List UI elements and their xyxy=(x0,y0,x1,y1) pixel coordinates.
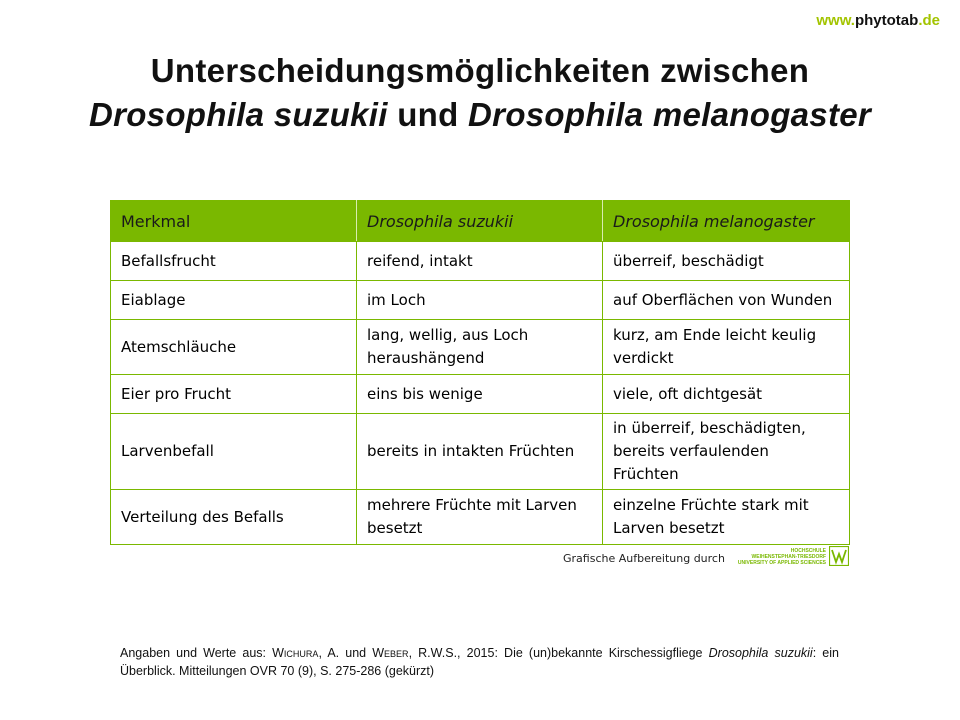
university-logo xyxy=(732,546,850,568)
table-cell: überreif, beschädigt xyxy=(603,242,850,281)
table-row xyxy=(111,414,850,490)
site-url-name: phytotab xyxy=(854,12,919,29)
table-cell: viele, oft dichtgesät xyxy=(603,375,850,414)
table-cell: einzelne Früchte stark mit Larven besetzt xyxy=(603,490,850,545)
header-species-b: Drosophila melanogaster xyxy=(603,201,850,242)
table-cell: eins bis wenige xyxy=(357,375,603,414)
table-row xyxy=(111,375,850,414)
page-title-line1: Unterscheidungsmöglichkeiten zwischen xyxy=(150,52,810,89)
table-cell: Eier pro Frucht xyxy=(111,375,357,414)
reference-author: Wichura xyxy=(272,646,319,660)
reference-text: , R.W.S., 2015: Die (un)bekannte Kirschessigfliege xyxy=(408,646,709,660)
table-cell: Atemschläuche xyxy=(111,320,357,375)
title-species-b: Drosophila melanogaster xyxy=(468,96,872,133)
reference-text: : ein Überblick. Mitteilungen OVR 70 (9), S. 275-286 (gekürzt) xyxy=(120,646,839,678)
reference-author: Weber xyxy=(372,646,409,660)
comparison-table xyxy=(110,200,850,545)
header-species-a: Drosophila suzukii xyxy=(357,201,603,242)
reference-prefix: Angaben und Werte aus: xyxy=(120,646,273,660)
table-cell: im Loch xyxy=(357,281,603,320)
header-merkmal: Merkmal xyxy=(111,201,357,242)
site-url-prefix: www. xyxy=(816,12,855,29)
title-species-a: Drosophila suzukii xyxy=(88,96,388,133)
logo-text xyxy=(732,548,826,566)
page-title-line2 xyxy=(0,96,960,134)
logo-line: HOCHSCHULE xyxy=(790,548,826,554)
reference-text: , A. und xyxy=(318,646,373,660)
table-cell: in überreif, beschädigten, bereits verfaulenden Früchten xyxy=(603,414,850,490)
reference-species: Drosophila suzukii xyxy=(708,646,813,660)
table-row xyxy=(111,320,850,375)
title-connector: und xyxy=(387,96,469,133)
site-url[interactable] xyxy=(816,12,940,29)
table-cell: auf Oberflächen von Wunden xyxy=(603,281,850,320)
table-cell: bereits in intakten Früchten xyxy=(357,414,603,490)
logo-mark-icon xyxy=(829,546,849,566)
table-cell: Verteilung des Befalls xyxy=(111,490,357,545)
logo-line: UNIVERSITY OF APPLIED SCIENCES xyxy=(737,560,826,566)
table-header-row xyxy=(111,201,850,242)
source-reference xyxy=(120,644,839,680)
table-cell: Eiablage xyxy=(111,281,357,320)
table-row xyxy=(111,281,850,320)
table-cell: reifend, intakt xyxy=(357,242,603,281)
site-url-tld: .de xyxy=(918,12,940,29)
table-row xyxy=(111,490,850,545)
table-cell: mehrere Früchte mit Larven besetzt xyxy=(357,490,603,545)
table-cell: Larvenbefall xyxy=(111,414,357,490)
graphics-credit: Grafische Aufbereitung durch xyxy=(563,552,725,565)
table-cell: kurz, am Ende leicht keulig verdickt xyxy=(603,320,850,375)
table-row xyxy=(111,242,850,281)
logo-line: WEIHENSTEPHAN-TRIESDORF xyxy=(751,554,826,560)
table-cell: Befallsfrucht xyxy=(111,242,357,281)
table-cell: lang, wellig, aus Loch heraushängend xyxy=(357,320,603,375)
